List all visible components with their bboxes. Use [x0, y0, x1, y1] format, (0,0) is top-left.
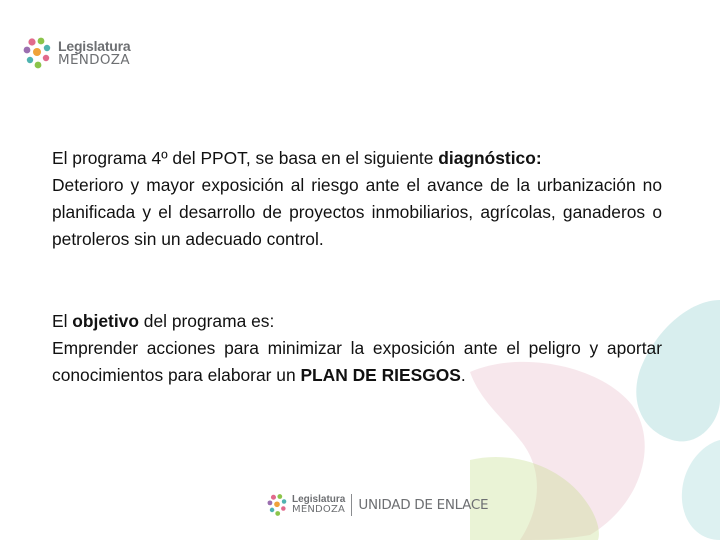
diagnostico-intro	[52, 145, 662, 172]
objetivo-body-a: Emprender acciones para minimizar la exposición ante el peligro y aportar conocimientos para elaborar un	[52, 338, 662, 385]
slide-content	[52, 145, 662, 389]
objetivo-intro	[52, 308, 662, 335]
footer-wordmark	[292, 495, 345, 515]
objetivo-intro-a: El	[52, 311, 73, 331]
plan-de-riesgos-highlight: PLAN DE RIESGOS	[300, 365, 461, 385]
footer-unit-label: UNIDAD DE ENLACE	[358, 497, 489, 513]
objetivo-body	[52, 335, 662, 389]
objetivo-keyword: objetivo	[72, 311, 139, 331]
footer-line2: MENDOZA	[292, 504, 346, 515]
teal-shape-lower	[682, 440, 720, 540]
objetivo-body-b: .	[460, 365, 466, 385]
objetivo-intro-b: del programa es:	[138, 311, 275, 331]
logo-line1: Legislatura	[58, 37, 131, 54]
footer-divider	[351, 494, 352, 516]
logo-line2: MENDOZA	[58, 51, 130, 68]
diagnostico-keyword: diagnóstico:	[438, 148, 542, 168]
diagnostico-intro-text: El programa 4º del PPOT, se basa en el siguiente	[52, 148, 439, 168]
footer-line1: Legislatura	[292, 494, 346, 505]
footer-logo-icon	[266, 493, 288, 517]
logo-wordmark	[58, 39, 131, 68]
diagnostico-body: Deterioro y mayor exposición al riesgo ante el avance de la urbanización no planificada y el desarrollo de proyectos inmobiliarios, agrícolas, ganaderos o petroleros sin un adecuado control.	[52, 175, 662, 249]
legislatura-logo	[22, 36, 131, 70]
footer-logo	[266, 493, 488, 517]
legislatura-logo-icon	[22, 36, 52, 70]
